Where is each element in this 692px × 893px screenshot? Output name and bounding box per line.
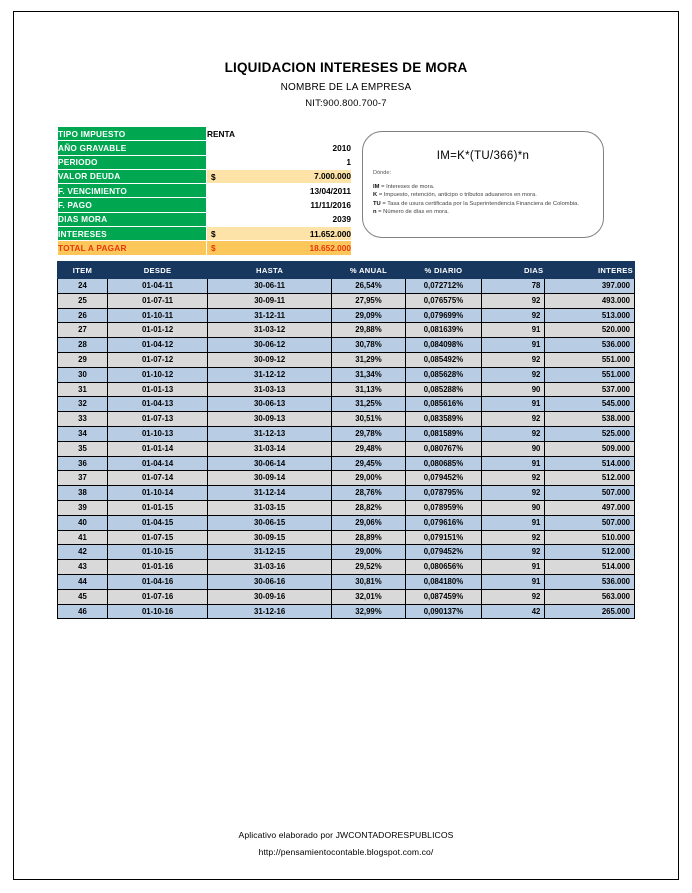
cell-interes: 551.000: [545, 352, 635, 367]
cell-hasta: 31-12-14: [208, 486, 332, 501]
cell-dias: 92: [481, 589, 544, 604]
parameter-row: [58, 241, 352, 255]
cell-item: 24: [58, 279, 108, 294]
cell-anual: 29,45%: [332, 456, 406, 471]
cell-item: 29: [58, 352, 108, 367]
cell-dias: 91: [481, 456, 544, 471]
parameter-value-text: 11.652.000: [309, 228, 351, 239]
cell-desde: 01-04-15: [107, 515, 207, 530]
parameter-value[interactable]: 13/04/2011: [207, 184, 352, 198]
cell-item: 27: [58, 323, 108, 338]
cell-diario: 0,078959%: [405, 500, 481, 515]
parameter-value[interactable]: [207, 169, 352, 183]
table-row[interactable]: [58, 456, 635, 471]
cell-diario: 0,083589%: [405, 412, 481, 427]
table-row[interactable]: [58, 486, 635, 501]
cell-dias: 91: [481, 397, 544, 412]
cell-diario: 0,079452%: [405, 471, 481, 486]
cell-anual: 29,00%: [332, 545, 406, 560]
cell-item: 43: [58, 560, 108, 575]
cell-desde: 01-01-13: [107, 382, 207, 397]
cell-interes: 536.000: [545, 574, 635, 589]
cell-anual: 29,78%: [332, 426, 406, 441]
parameter-label: F. PAGO: [58, 198, 207, 212]
cell-diario: 0,076575%: [405, 293, 481, 308]
formula-definition: = Tasa de usura certificada por la Superintendencia Financiera de Colombia.: [382, 200, 579, 207]
cell-dias: 92: [481, 471, 544, 486]
formula-callout: [362, 131, 604, 238]
cell-diario: 0,084098%: [405, 338, 481, 353]
cell-desde: 01-07-11: [107, 293, 207, 308]
cell-interes: 509.000: [545, 441, 635, 456]
formula-legend: [373, 183, 598, 217]
footer-url[interactable]: http://pensamientocontable.blogspot.com.co/: [258, 847, 434, 857]
cell-interes: 512.000: [545, 545, 635, 560]
cell-diario: 0,081639%: [405, 323, 481, 338]
cell-anual: 31,29%: [332, 352, 406, 367]
column-header-interes: INTERES: [545, 262, 635, 279]
cell-dias: 92: [481, 293, 544, 308]
cell-desde: 01-01-12: [107, 323, 207, 338]
cell-item: 28: [58, 338, 108, 353]
cell-item: 34: [58, 426, 108, 441]
cell-diario: 0,080656%: [405, 560, 481, 575]
cell-item: 31: [58, 382, 108, 397]
cell-interes: 397.000: [545, 279, 635, 294]
parameter-value[interactable]: 11/11/2016: [207, 198, 352, 212]
parameter-label: VALOR DEUDA: [58, 169, 207, 183]
cell-interes: 536.000: [545, 338, 635, 353]
column-header-dias: DIAS: [481, 262, 544, 279]
cell-diario: 0,079699%: [405, 308, 481, 323]
cell-hasta: 31-03-14: [208, 441, 332, 456]
cell-interes: 497.000: [545, 500, 635, 515]
parameter-row: [58, 184, 352, 198]
cell-hasta: 30-09-11: [208, 293, 332, 308]
cell-desde: 01-07-14: [107, 471, 207, 486]
page-title: LIQUIDACION INTERESES DE MORA: [224, 60, 468, 75]
cell-anual: 28,76%: [332, 486, 406, 501]
table-row[interactable]: [58, 515, 635, 530]
currency-symbol: $: [211, 242, 216, 253]
cell-dias: 90: [481, 382, 544, 397]
company-nit: NIT:900.800.700-7: [305, 98, 387, 109]
cell-desde: 01-10-13: [107, 426, 207, 441]
table-row[interactable]: [58, 412, 635, 427]
cell-diario: 0,078795%: [405, 486, 481, 501]
currency-symbol: $: [211, 228, 216, 239]
cell-desde: 01-04-14: [107, 456, 207, 471]
table-row[interactable]: [58, 574, 635, 589]
cell-hasta: 31-03-12: [208, 323, 332, 338]
formula-equation: IM=K*(TU/366)*n: [436, 150, 530, 162]
cell-desde: 01-04-13: [107, 397, 207, 412]
table-row[interactable]: [58, 338, 635, 353]
cell-anual: 28,89%: [332, 530, 406, 545]
parameter-row: [58, 198, 352, 212]
cell-dias: 91: [481, 338, 544, 353]
cell-hasta: 30-09-12: [208, 352, 332, 367]
parameter-value[interactable]: 2039: [207, 212, 352, 226]
column-header-desde: DESDE: [107, 262, 207, 279]
cell-interes: 538.000: [545, 412, 635, 427]
parameter-label: TIPO IMPUESTO: [58, 127, 207, 141]
formula-legend-line: [373, 200, 598, 208]
cell-item: 42: [58, 545, 108, 560]
cell-item: 40: [58, 515, 108, 530]
cell-hasta: 30-06-12: [208, 338, 332, 353]
cell-diario: 0,084180%: [405, 574, 481, 589]
cell-desde: 01-10-16: [107, 604, 207, 619]
cell-dias: 91: [481, 560, 544, 575]
table-row[interactable]: [58, 471, 635, 486]
table-row[interactable]: [58, 382, 635, 397]
cell-interes: 551.000: [545, 367, 635, 382]
formula-term: TU: [373, 200, 381, 207]
cell-diario: 0,072712%: [405, 279, 481, 294]
parameter-value-text: 18.652.000: [309, 242, 351, 253]
cell-interes: 514.000: [545, 560, 635, 575]
cell-item: 35: [58, 441, 108, 456]
formula-term: n: [373, 209, 377, 216]
currency-symbol: $: [211, 171, 216, 182]
cell-dias: 92: [481, 530, 544, 545]
footer: [0, 830, 692, 857]
parameter-label: DIAS MORA: [58, 212, 207, 226]
cell-interes: 510.000: [545, 530, 635, 545]
cell-anual: 30,78%: [332, 338, 406, 353]
parameter-label: F. VENCIMIENTO: [58, 184, 207, 198]
table-row[interactable]: [58, 560, 635, 575]
table-row[interactable]: [58, 397, 635, 412]
parameter-label: TOTAL A PAGAR: [58, 241, 207, 255]
formula-term: K: [373, 192, 378, 199]
cell-hasta: 30-09-13: [208, 412, 332, 427]
formula-donde-label: Dónde:: [373, 170, 392, 176]
cell-dias: 92: [481, 367, 544, 382]
table-row[interactable]: [58, 293, 635, 308]
parameter-label: PERIODO: [58, 155, 207, 169]
cell-interes: 265.000: [545, 604, 635, 619]
cell-diario: 0,090137%: [405, 604, 481, 619]
cell-dias: 42: [481, 604, 544, 619]
cell-desde: 01-10-12: [107, 367, 207, 382]
cell-diario: 0,081589%: [405, 426, 481, 441]
cell-dias: 91: [481, 574, 544, 589]
cell-hasta: 30-09-16: [208, 589, 332, 604]
cell-diario: 0,079452%: [405, 545, 481, 560]
column-header-diario: % DIARIO: [405, 262, 481, 279]
cell-desde: 01-04-16: [107, 574, 207, 589]
formula-definition: = Número de días en mora.: [378, 209, 449, 216]
parameter-value[interactable]: 1: [207, 155, 352, 169]
cell-desde: 01-04-11: [107, 279, 207, 294]
cell-dias: 92: [481, 412, 544, 427]
formula-legend-line: [373, 191, 598, 199]
table-row[interactable]: [58, 500, 635, 515]
cell-dias: 92: [481, 352, 544, 367]
cell-hasta: 31-12-11: [208, 308, 332, 323]
cell-dias: 92: [481, 308, 544, 323]
cell-hasta: 30-06-13: [208, 397, 332, 412]
cell-hasta: 30-06-11: [208, 279, 332, 294]
cell-interes: 507.000: [545, 486, 635, 501]
cell-hasta: 31-12-12: [208, 367, 332, 382]
parameter-row: [58, 227, 352, 241]
cell-dias: 78: [481, 279, 544, 294]
parameter-value[interactable]: RENTA: [207, 127, 352, 141]
cell-item: 36: [58, 456, 108, 471]
cell-anual: 31,25%: [332, 397, 406, 412]
parameter-value[interactable]: [207, 241, 352, 255]
table-row[interactable]: [58, 279, 635, 294]
cell-anual: 29,00%: [332, 471, 406, 486]
cell-interes: 493.000: [545, 293, 635, 308]
cell-item: 39: [58, 500, 108, 515]
cell-desde: 01-01-15: [107, 500, 207, 515]
cell-anual: 32,01%: [332, 589, 406, 604]
cell-diario: 0,085288%: [405, 382, 481, 397]
cell-desde: 01-10-11: [107, 308, 207, 323]
title-block: [0, 60, 692, 109]
cell-desde: 01-01-16: [107, 560, 207, 575]
cell-item: 33: [58, 412, 108, 427]
cell-desde: 01-04-12: [107, 338, 207, 353]
column-header-hasta: HASTA: [208, 262, 332, 279]
cell-hasta: 31-12-16: [208, 604, 332, 619]
cell-hasta: 30-06-15: [208, 515, 332, 530]
cell-interes: 513.000: [545, 308, 635, 323]
cell-desde: 01-07-12: [107, 352, 207, 367]
parameter-label: AÑO GRAVABLE: [58, 141, 207, 155]
cell-desde: 01-10-15: [107, 545, 207, 560]
formula-legend-line: [373, 183, 598, 191]
cell-anual: 29,52%: [332, 560, 406, 575]
cell-item: 32: [58, 397, 108, 412]
table-row[interactable]: [58, 441, 635, 456]
parameter-row: [58, 155, 352, 169]
table-row[interactable]: [58, 352, 635, 367]
cell-hasta: 31-12-13: [208, 426, 332, 441]
cell-item: 26: [58, 308, 108, 323]
table-row[interactable]: [58, 545, 635, 560]
parameter-value-text: 7.000.000: [314, 171, 351, 182]
cell-item: 37: [58, 471, 108, 486]
cell-desde: 01-10-14: [107, 486, 207, 501]
table-header-row: [58, 262, 635, 279]
formula-term: IM: [373, 184, 380, 190]
company-name: NOMBRE DE LA EMPRESA: [280, 82, 412, 93]
cell-desde: 01-01-14: [107, 441, 207, 456]
cell-dias: 92: [481, 545, 544, 560]
cell-hasta: 31-03-16: [208, 560, 332, 575]
cell-diario: 0,087459%: [405, 589, 481, 604]
cell-diario: 0,079151%: [405, 530, 481, 545]
cell-item: 45: [58, 589, 108, 604]
cell-item: 46: [58, 604, 108, 619]
cell-anual: 30,51%: [332, 412, 406, 427]
cell-item: 44: [58, 574, 108, 589]
parameters-panel: [57, 126, 352, 256]
interest-table: [57, 261, 635, 619]
formula-definition: = Intereses de mora.: [381, 184, 435, 190]
cell-hasta: 30-06-14: [208, 456, 332, 471]
cell-interes: 537.000: [545, 382, 635, 397]
cell-desde: 01-07-15: [107, 530, 207, 545]
formula-legend-line: [373, 208, 598, 216]
cell-interes: 512.000: [545, 471, 635, 486]
cell-item: 25: [58, 293, 108, 308]
cell-item: 38: [58, 486, 108, 501]
parameter-row: [58, 141, 352, 155]
table-row[interactable]: [58, 589, 635, 604]
cell-diario: 0,080685%: [405, 456, 481, 471]
cell-item: 41: [58, 530, 108, 545]
cell-item: 30: [58, 367, 108, 382]
cell-interes: 514.000: [545, 456, 635, 471]
cell-dias: 92: [481, 486, 544, 501]
parameter-value[interactable]: 2010: [207, 141, 352, 155]
parameter-label: INTERESES: [58, 227, 207, 241]
cell-interes: 525.000: [545, 426, 635, 441]
cell-dias: 91: [481, 515, 544, 530]
cell-anual: 26,54%: [332, 279, 406, 294]
parameter-row: [58, 169, 352, 183]
table-row[interactable]: [58, 604, 635, 619]
table-row[interactable]: [58, 426, 635, 441]
table-row[interactable]: [58, 308, 635, 323]
cell-desde: 01-07-16: [107, 589, 207, 604]
cell-dias: 91: [481, 323, 544, 338]
column-header-anual: % ANUAL: [332, 262, 406, 279]
cell-anual: 30,81%: [332, 574, 406, 589]
column-header-item: ITEM: [58, 262, 108, 279]
formula-definition: = Impuesto, retención, anticipo o tributos aduaneros en mora.: [378, 192, 537, 199]
table-row[interactable]: [58, 323, 635, 338]
cell-dias: 92: [481, 426, 544, 441]
cell-hasta: 31-03-13: [208, 382, 332, 397]
cell-diario: 0,085628%: [405, 367, 481, 382]
parameter-value[interactable]: [207, 227, 352, 241]
cell-dias: 90: [481, 500, 544, 515]
table-row[interactable]: [58, 367, 635, 382]
cell-desde: 01-07-13: [107, 412, 207, 427]
cell-hasta: 31-12-15: [208, 545, 332, 560]
cell-anual: 31,34%: [332, 367, 406, 382]
cell-interes: 507.000: [545, 515, 635, 530]
cell-hasta: 30-09-15: [208, 530, 332, 545]
cell-hasta: 31-03-15: [208, 500, 332, 515]
cell-anual: 32,99%: [332, 604, 406, 619]
cell-diario: 0,079616%: [405, 515, 481, 530]
cell-diario: 0,085616%: [405, 397, 481, 412]
cell-anual: 27,95%: [332, 293, 406, 308]
cell-interes: 520.000: [545, 323, 635, 338]
cell-anual: 29,09%: [332, 308, 406, 323]
parameter-row: [58, 127, 352, 141]
cell-diario: 0,080767%: [405, 441, 481, 456]
cell-anual: 29,06%: [332, 515, 406, 530]
cell-hasta: 30-06-16: [208, 574, 332, 589]
cell-anual: 29,88%: [332, 323, 406, 338]
cell-anual: 29,48%: [332, 441, 406, 456]
cell-hasta: 30-09-14: [208, 471, 332, 486]
cell-dias: 90: [481, 441, 544, 456]
footer-credit: Aplicativo elaborado por JWCONTADORESPUBLICOS: [238, 830, 454, 840]
parameter-row: [58, 212, 352, 226]
cell-interes: 545.000: [545, 397, 635, 412]
table-row[interactable]: [58, 530, 635, 545]
cell-anual: 31,13%: [332, 382, 406, 397]
cell-anual: 28,82%: [332, 500, 406, 515]
cell-interes: 563.000: [545, 589, 635, 604]
cell-diario: 0,085492%: [405, 352, 481, 367]
